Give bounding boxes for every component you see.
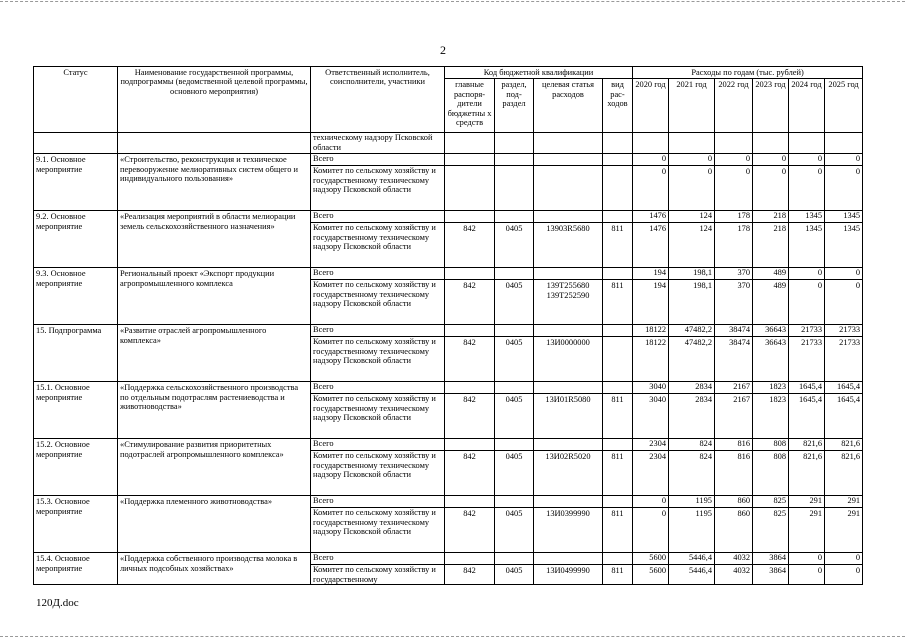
- empty-cell: [603, 268, 633, 280]
- row-program-name: «Поддержка племенного животноводства»: [118, 496, 311, 553]
- empty-cell: [534, 382, 603, 394]
- row-total-label: Всего: [311, 553, 445, 565]
- executor-value: 21733: [789, 337, 825, 382]
- row-vr: 811: [603, 565, 633, 585]
- row-vr: [603, 166, 633, 211]
- row-vr: 811: [603, 223, 633, 268]
- total-value: 36643: [753, 325, 789, 337]
- executor-value: 860: [715, 508, 753, 553]
- row-vr: 811: [603, 508, 633, 553]
- total-value: 821,6: [825, 439, 863, 451]
- executor-value: 178: [715, 223, 753, 268]
- executor-value: 3864: [753, 565, 789, 585]
- total-value: 0: [789, 553, 825, 565]
- executor-value: 0: [825, 280, 863, 325]
- empty-cell: [534, 553, 603, 565]
- executor-value: 821,6: [825, 451, 863, 496]
- total-value: 1345: [789, 211, 825, 223]
- row-total: [34, 268, 863, 280]
- row-program-name: «Развитие отраслей агропромышленного комплекса»: [118, 325, 311, 382]
- row-razdel: 0405: [495, 337, 534, 382]
- total-value: 38474: [715, 325, 753, 337]
- executor-value: 2304: [633, 451, 669, 496]
- executor-value: 5446,4: [669, 565, 715, 585]
- executor-value: 489: [753, 280, 789, 325]
- empty-cell: [445, 325, 495, 337]
- executor-value: 198,1: [669, 280, 715, 325]
- executor-value: 824: [669, 451, 715, 496]
- empty-cell: [534, 439, 603, 451]
- total-value: 1195: [669, 496, 715, 508]
- empty-cell: [534, 154, 603, 166]
- executor-value: 291: [789, 508, 825, 553]
- row-razdel: 0405: [495, 451, 534, 496]
- row-total-label: Всего: [311, 496, 445, 508]
- executor-value: 124: [669, 223, 715, 268]
- header-vr: вид рас- ходов: [603, 79, 633, 133]
- row-total: [34, 325, 863, 337]
- page-number: 2: [440, 43, 446, 57]
- row-total: [34, 439, 863, 451]
- row-total-label: Всего: [311, 439, 445, 451]
- total-value: 4032: [715, 553, 753, 565]
- header-expenses: Расходы по годам (тыс. рублей): [633, 67, 863, 79]
- row-vr: 811: [603, 451, 633, 496]
- executor-value: 2167: [715, 394, 753, 439]
- total-value: 860: [715, 496, 753, 508]
- total-value: 0: [825, 553, 863, 565]
- executor-value: 36643: [753, 337, 789, 382]
- total-value: 291: [789, 496, 825, 508]
- executor-value: 0: [789, 565, 825, 585]
- row-total: [34, 211, 863, 223]
- total-value: 3864: [753, 553, 789, 565]
- empty-cell: [445, 439, 495, 451]
- executor-value: 38474: [715, 337, 753, 382]
- header-grbs: главные распоря- дители бюджетны х средств: [445, 79, 495, 133]
- header-executor: Ответственный исполнитель, соисполнители, участники: [311, 67, 445, 133]
- row-total-label: Всего: [311, 154, 445, 166]
- header-csr: целевая статья расходов: [534, 79, 603, 133]
- executor-value: 18122: [633, 337, 669, 382]
- row-razdel: [495, 166, 534, 211]
- row-total: [34, 496, 863, 508]
- empty-cell: [534, 496, 603, 508]
- header-budget-code: Код бюджетной квалификации: [445, 67, 633, 79]
- executor-value: 816: [715, 451, 753, 496]
- total-value: 0: [789, 154, 825, 166]
- budget-table: [33, 66, 863, 585]
- row-program-name: «Строительство, реконструкция и техническое перевооружение мелиоративных систем общего и индивидуального пользования»: [118, 154, 311, 211]
- total-value: 291: [825, 496, 863, 508]
- empty-cell: [603, 553, 633, 565]
- row-grbs: 842: [445, 223, 495, 268]
- empty-cell: [603, 382, 633, 394]
- row-csr: 13И0399990: [534, 508, 603, 553]
- total-value: 0: [753, 154, 789, 166]
- executor-value: 2834: [669, 394, 715, 439]
- executor-value: 0: [789, 166, 825, 211]
- row-vr: 811: [603, 280, 633, 325]
- executor-value: 0: [753, 166, 789, 211]
- empty-cell: [445, 382, 495, 394]
- row-status: 15.4. Основное мероприятие: [34, 553, 118, 585]
- row-status: 15.3. Основное мероприятие: [34, 496, 118, 553]
- empty-cell: [445, 496, 495, 508]
- carry-over-executor: техническому надзору Псковской области: [311, 133, 445, 154]
- empty-cell: [495, 325, 534, 337]
- empty-cell: [495, 211, 534, 223]
- total-value: 1345: [825, 211, 863, 223]
- total-value: 1823: [753, 382, 789, 394]
- executor-value: 821,6: [789, 451, 825, 496]
- empty-cell: [603, 154, 633, 166]
- row-program-name: «Стимулирование развития приоритетных подотраслей агропромышленного комплекса»: [118, 439, 311, 496]
- empty-cell: [495, 154, 534, 166]
- header-year-2022: 2022 год: [715, 79, 753, 133]
- total-value: 178: [715, 211, 753, 223]
- executor-value: 0: [633, 508, 669, 553]
- footer-filename: 120Д.doc: [36, 597, 79, 609]
- empty-cell: [495, 496, 534, 508]
- row-executor-name: Комитет по сельскому хозяйству и государственному техническому надзору Псковской области: [311, 451, 445, 496]
- empty-cell: [603, 325, 633, 337]
- scan-edge-top: [0, 1, 905, 2]
- row-csr: 139Т255680 139Т252590: [534, 280, 603, 325]
- row-status: 15.1. Основное мероприятие: [34, 382, 118, 439]
- executor-value: 194: [633, 280, 669, 325]
- row-status: 15. Подпрограмма: [34, 325, 118, 382]
- executor-value: 0: [715, 166, 753, 211]
- empty-cell: [603, 496, 633, 508]
- row-razdel: 0405: [495, 223, 534, 268]
- executor-value: 1195: [669, 508, 715, 553]
- total-value: 3040: [633, 382, 669, 394]
- header-year-2020: 2020 год: [633, 79, 669, 133]
- row-total: [34, 553, 863, 565]
- row-razdel: 0405: [495, 280, 534, 325]
- executor-value: 5600: [633, 565, 669, 585]
- total-value: 47482,2: [669, 325, 715, 337]
- row-vr: 811: [603, 394, 633, 439]
- executor-value: 0: [669, 166, 715, 211]
- total-value: 198,1: [669, 268, 715, 280]
- empty-cell: [445, 211, 495, 223]
- total-value: 21733: [825, 325, 863, 337]
- empty-cell: [534, 211, 603, 223]
- row-csr: [534, 166, 603, 211]
- row-executor-name: Комитет по сельскому хозяйству и государственному техническому надзору Псковской области: [311, 508, 445, 553]
- empty-cell: [495, 268, 534, 280]
- total-value: 824: [669, 439, 715, 451]
- executor-value: 1476: [633, 223, 669, 268]
- row-total-label: Всего: [311, 211, 445, 223]
- total-value: 5600: [633, 553, 669, 565]
- total-value: 124: [669, 211, 715, 223]
- total-value: 1645,4: [825, 382, 863, 394]
- executor-value: 1645,4: [825, 394, 863, 439]
- executor-value: 1645,4: [789, 394, 825, 439]
- total-value: 1645,4: [789, 382, 825, 394]
- total-value: 825: [753, 496, 789, 508]
- header-program-name: Наименование государственной программы, подпрограммы (ведомственной целевой программы, основного мероприятия): [118, 67, 311, 133]
- row-grbs: 842: [445, 451, 495, 496]
- row-csr: 13И0499990: [534, 565, 603, 585]
- row-razdel: 0405: [495, 565, 534, 585]
- row-status: 9.1. Основное мероприятие: [34, 154, 118, 211]
- row-executor-name: Комитет по сельскому хозяйству и государственному техническому надзору Псковской области: [311, 337, 445, 382]
- executor-value: 1823: [753, 394, 789, 439]
- total-value: 2834: [669, 382, 715, 394]
- executor-value: 291: [825, 508, 863, 553]
- total-value: 816: [715, 439, 753, 451]
- total-value: 2304: [633, 439, 669, 451]
- total-value: 18122: [633, 325, 669, 337]
- empty-cell: [495, 382, 534, 394]
- total-value: 0: [825, 268, 863, 280]
- executor-value: 0: [825, 565, 863, 585]
- total-value: 821,6: [789, 439, 825, 451]
- row-program-name: «Реализация мероприятий в области мелиорации земель сельскохозяйственного назначения»: [118, 211, 311, 268]
- row-grbs: 842: [445, 394, 495, 439]
- total-value: 0: [825, 154, 863, 166]
- header-year-2024: 2024 год: [789, 79, 825, 133]
- empty-cell: [534, 268, 603, 280]
- total-value: 194: [633, 268, 669, 280]
- total-value: 0: [789, 268, 825, 280]
- row-grbs: 842: [445, 280, 495, 325]
- row-status: 9.2. Основное мероприятие: [34, 211, 118, 268]
- row-grbs: 842: [445, 565, 495, 585]
- total-value: 5446,4: [669, 553, 715, 565]
- total-value: 370: [715, 268, 753, 280]
- empty-cell: [445, 553, 495, 565]
- row-total-label: Всего: [311, 325, 445, 337]
- row-status: 9.3. Основное мероприятие: [34, 268, 118, 325]
- row-executor-name: Комитет по сельскому хозяйству и государственному: [311, 565, 445, 585]
- total-value: 218: [753, 211, 789, 223]
- row-status: 15.2. Основное мероприятие: [34, 439, 118, 496]
- empty-cell: [445, 154, 495, 166]
- empty-cell: [495, 553, 534, 565]
- header-razdel: раздел, под- раздел: [495, 79, 534, 133]
- empty-cell: [495, 439, 534, 451]
- executor-value: 0: [825, 166, 863, 211]
- empty-cell: [603, 439, 633, 451]
- empty-cell: [534, 325, 603, 337]
- row-total-label: Всего: [311, 268, 445, 280]
- executor-value: 21733: [825, 337, 863, 382]
- row-program-name: «Поддержка собственного производства молока в личных подсобных хозяйствах»: [118, 553, 311, 585]
- total-value: 1476: [633, 211, 669, 223]
- total-value: 0: [633, 154, 669, 166]
- row-razdel: 0405: [495, 394, 534, 439]
- total-value: 808: [753, 439, 789, 451]
- executor-value: 808: [753, 451, 789, 496]
- row-grbs: 842: [445, 337, 495, 382]
- row-executor-name: Комитет по сельскому хозяйству и государственному техническому надзору Псковской области: [311, 280, 445, 325]
- row-csr: 13И01R5080: [534, 394, 603, 439]
- row-csr: 13И0000000: [534, 337, 603, 382]
- header-year-2023: 2023 год: [753, 79, 789, 133]
- header-year-2021: 2021 год: [669, 79, 715, 133]
- executor-value: 0: [633, 166, 669, 211]
- row-csr: 13903R5680: [534, 223, 603, 268]
- row-total-label: Всего: [311, 382, 445, 394]
- row-csr: 13И02R5020: [534, 451, 603, 496]
- total-value: 0: [633, 496, 669, 508]
- executor-value: 4032: [715, 565, 753, 585]
- total-value: 0: [715, 154, 753, 166]
- executor-value: 825: [753, 508, 789, 553]
- row-program-name: Региональный проект «Экспорт продукции агропромышленного комплекса: [118, 268, 311, 325]
- row-executor-name: Комитет по сельскому хозяйству и государственному техническому надзору Псковской области: [311, 223, 445, 268]
- carry-over-row: [34, 133, 863, 154]
- total-value: 2167: [715, 382, 753, 394]
- empty-cell: [603, 211, 633, 223]
- row-executor-name: Комитет по сельскому хозяйству и государственному техническому надзору Псковской области: [311, 394, 445, 439]
- row-program-name: «Поддержка сельскохозяйственного производства по отдельным подотраслям растениеводства и животноводства»: [118, 382, 311, 439]
- header-status: Статус: [34, 67, 118, 133]
- row-total: [34, 382, 863, 394]
- row-grbs: 842: [445, 508, 495, 553]
- scan-edge-bottom: [0, 636, 905, 637]
- empty-cell: [445, 268, 495, 280]
- row-total: [34, 154, 863, 166]
- row-grbs: [445, 166, 495, 211]
- executor-value: 0: [789, 280, 825, 325]
- total-value: 21733: [789, 325, 825, 337]
- header-year-2025: 2025 год: [825, 79, 863, 133]
- executor-value: 47482,2: [669, 337, 715, 382]
- executor-value: 218: [753, 223, 789, 268]
- total-value: 0: [669, 154, 715, 166]
- row-executor-name: Комитет по сельскому хозяйству и государственному техническому надзору Псковской области: [311, 166, 445, 211]
- total-value: 489: [753, 268, 789, 280]
- executor-value: 1345: [789, 223, 825, 268]
- row-razdel: 0405: [495, 508, 534, 553]
- executor-value: 370: [715, 280, 753, 325]
- executor-value: 1345: [825, 223, 863, 268]
- executor-value: 3040: [633, 394, 669, 439]
- row-vr: [603, 337, 633, 382]
